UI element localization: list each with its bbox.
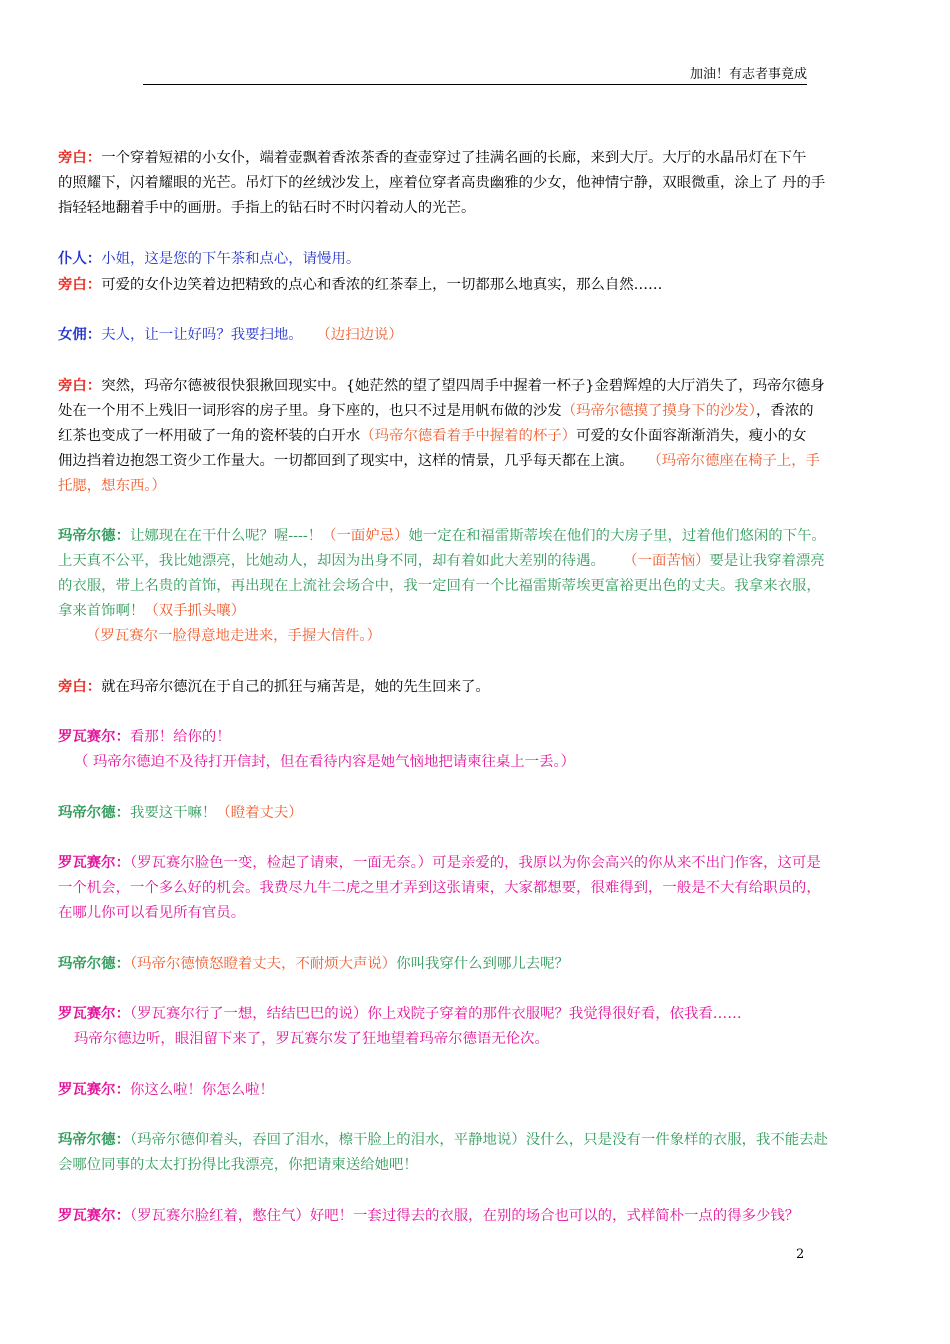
dialogue-paragraph-12 xyxy=(58,1077,924,1103)
narration-paragraph-1 xyxy=(58,145,924,221)
dialogue-text: 可是亲爱的，我原以为你会高兴的你从来不出门作客，这可是 xyxy=(432,855,821,871)
narration-paragraph-6 xyxy=(58,674,924,700)
dialogue-paragraph-10 xyxy=(58,951,924,977)
speaker-label: 罗瓦赛尔： xyxy=(58,728,130,745)
narration-text: 红茶也变成了一杯用破了一角的瓷杯装的白开水 xyxy=(58,427,361,444)
dialogue-paragraph-11 xyxy=(58,1001,924,1052)
stage-direction: （玛帝尔德仰着头，吞回了泪水，檫干脸上的泪水，平静地说） xyxy=(129,1132,526,1148)
stage-direction: （玛帝尔德摸了摸身下的沙发） xyxy=(561,402,756,419)
speaker-label: 玛帝尔德： xyxy=(58,527,130,544)
speaker-label: 罗瓦赛尔： xyxy=(58,1206,130,1224)
stage-direction: （双手抓头嚷） xyxy=(144,603,246,619)
dialogue-text: 夫人，让一让好吗？我要扫地。 xyxy=(101,327,303,343)
dialogue-paragraph-2 xyxy=(58,246,924,298)
stage-direction: （玛帝尔德看着手中握着的杯子） xyxy=(360,427,577,444)
dialogue-text: 让娜现在在干什么呢？喔----！ xyxy=(129,528,323,544)
speaker-label: 罗瓦赛尔： xyxy=(58,1005,130,1022)
narration-text: 就在玛帝尔德沉在于自己的抓狂与痛苦是，她的先生回来了。 xyxy=(101,678,490,695)
dialogue-paragraph-9 xyxy=(58,850,924,926)
stage-direction: （玛帝尔德座在椅子上，手 xyxy=(647,452,821,469)
narration-text: 突然，玛帝尔德被很快狠揪回现实中。{她茫然的望了望四周手中握着一杯子}金碧辉煌的大厅消失了，玛帝尔德身 xyxy=(101,377,825,394)
speaker-label: 玛帝尔德： xyxy=(58,1131,130,1148)
dialogue-text: 要是让我穿着漂亮 xyxy=(709,553,825,569)
speaker-label: 玛帝尔德： xyxy=(58,954,130,972)
speaker-label: 旁白： xyxy=(58,376,102,394)
narration-text: 可爱的女仆边笑着边把精致的点心和香浓的红茶奉上，一切都那么地真实，那么自然…… xyxy=(101,276,663,293)
stage-direction: （一面妒忌） xyxy=(322,528,409,544)
page-number: 2 xyxy=(796,1247,805,1262)
speaker-label: 女佣： xyxy=(58,326,102,343)
dialogue-text: 她一定在和福雷斯蒂埃在他们的大房子里，过着他们悠闲的下午。 xyxy=(408,528,826,544)
dialogue-text: 会哪位同事的太太打扮得比我漂亮，你把请柬送给她吧！ xyxy=(58,1157,418,1173)
dialogue-text: 你这么啦！你怎么啦！ xyxy=(129,1081,274,1098)
narration-text: ，香浓的 xyxy=(755,402,814,419)
speaker-label: 旁白： xyxy=(58,149,102,166)
narration-paragraph-4 xyxy=(58,373,924,499)
narration-text: 一个穿着短裙的小女仆，端着壶飘着香浓茶香的查壶穿过了挂满名画的长廊，来到大厅。大厅的水晶吊灯在下午 xyxy=(101,150,807,166)
dialogue-text: 好吧！一套过得去的衣服，在别的场合也可以的，式样简朴一点的得多少钱？ xyxy=(309,1207,800,1224)
dialogue-text: 看那！给你的！ xyxy=(129,729,231,745)
speaker-label: 玛帝尔德： xyxy=(58,803,130,821)
dialogue-text: 你上戏院子穿着的那件衣服呢？我觉得很好看，依我看…… xyxy=(367,1006,742,1022)
stage-direction: （罗瓦赛尔行了一想，结结巴巴的说） xyxy=(129,1006,368,1022)
dialogue-paragraph-7 xyxy=(58,724,924,775)
page-header xyxy=(143,66,807,85)
stage-direction: （一面苦恼） xyxy=(623,553,710,569)
dialogue-text: 我要这干嘛！ xyxy=(129,804,217,821)
header-motto: 加油！有志者事竟成 xyxy=(689,67,807,82)
stage-direction: （罗瓦赛尔一脸得意地走进来，手握大信件。） xyxy=(86,628,382,644)
narration-text: 佣边挡着边抱怨工资少工作量大。一切都回到了现实中，这样的情景，几乎每天都在上演。 xyxy=(58,452,634,469)
speaker-label: 罗瓦赛尔： xyxy=(58,854,130,871)
stage-direction: （边扫边说） xyxy=(316,327,403,343)
narration-text: 指轻轻地翻着手中的画册。手指上的钻石时不时闪着动人的光芒。 xyxy=(58,200,476,216)
narration-text: 可爱的女仆面容渐渐消失，瘦小的女 xyxy=(576,427,807,444)
script-body xyxy=(58,145,924,1253)
stage-direction: 托腮，想东西。） xyxy=(58,477,166,494)
dialogue-text: 没什么，只是没有一件象样的衣服，我不能去赴 xyxy=(525,1132,828,1148)
dialogue-paragraph-14 xyxy=(58,1203,924,1229)
speaker-label: 仆人： xyxy=(58,249,102,267)
stage-direction: （罗瓦赛尔脸红着，憋住气） xyxy=(129,1207,310,1224)
speaker-label: 罗瓦赛尔： xyxy=(58,1080,130,1098)
dialogue-text: 小姐，这是您的下午茶和点心，请慢用。 xyxy=(101,250,361,267)
dialogue-text: 的衣服，带上名贵的首饰，再出现在上流社会场合中，我一定回有一个比福雷斯蒂埃更富裕更出色的丈夫。我拿来衣服， xyxy=(58,578,821,594)
stage-direction: （玛帝尔德愤怒瞪着丈夫，不耐烦大声说） xyxy=(129,955,397,972)
stage-direction: （ 玛帝尔德迫不及待打开信封，但在看待内容是她气恼地把请柬往桌上一丢。） xyxy=(74,754,576,770)
dialogue-text: 拿来首饰啊！ xyxy=(58,603,145,619)
dialogue-text: 上天真不公平，我比她漂亮，比她动人，却因为出身不同，却有着如此大差别的待遇。 xyxy=(58,553,605,569)
dialogue-text: 一个机会，一个多么好的机会。我费尽九牛二虎之里才弄到这张请柬，大家都想要，很难得到，一般是不大有给职员的， xyxy=(58,880,821,896)
dialogue-paragraph-8 xyxy=(58,800,924,826)
stage-direction: （瞪着丈夫） xyxy=(216,804,303,821)
stage-direction: （罗瓦赛尔脸色一变，检起了请柬，一面无奈。） xyxy=(129,855,433,871)
dialogue-text: 在哪儿你可以看见所有官员。 xyxy=(58,905,246,921)
dialogue-paragraph-5 xyxy=(58,523,924,649)
narration-text: 的照耀下，闪着耀眼的光芒。吊灯下的丝绒沙发上，座着位穿者高贵幽雅的少女，他神情宁静，双眼微重，涂上了 丹的手 xyxy=(58,175,826,191)
narration-text: 处在一个用不上残旧一词形容的房子里。身下座的，也只不过是用帆布做的沙发 xyxy=(58,402,562,419)
dialogue-paragraph-13 xyxy=(58,1127,924,1178)
stage-direction: 玛帝尔德边听，眼泪留下来了，罗瓦赛尔发了狂地望着玛帝尔德语无伦次。 xyxy=(74,1031,549,1047)
speaker-label: 旁白： xyxy=(58,677,102,695)
dialogue-text: 你叫我穿什么到哪儿去呢？ xyxy=(396,955,569,972)
dialogue-paragraph-3 xyxy=(58,322,924,348)
speaker-label: 旁白： xyxy=(58,275,102,293)
